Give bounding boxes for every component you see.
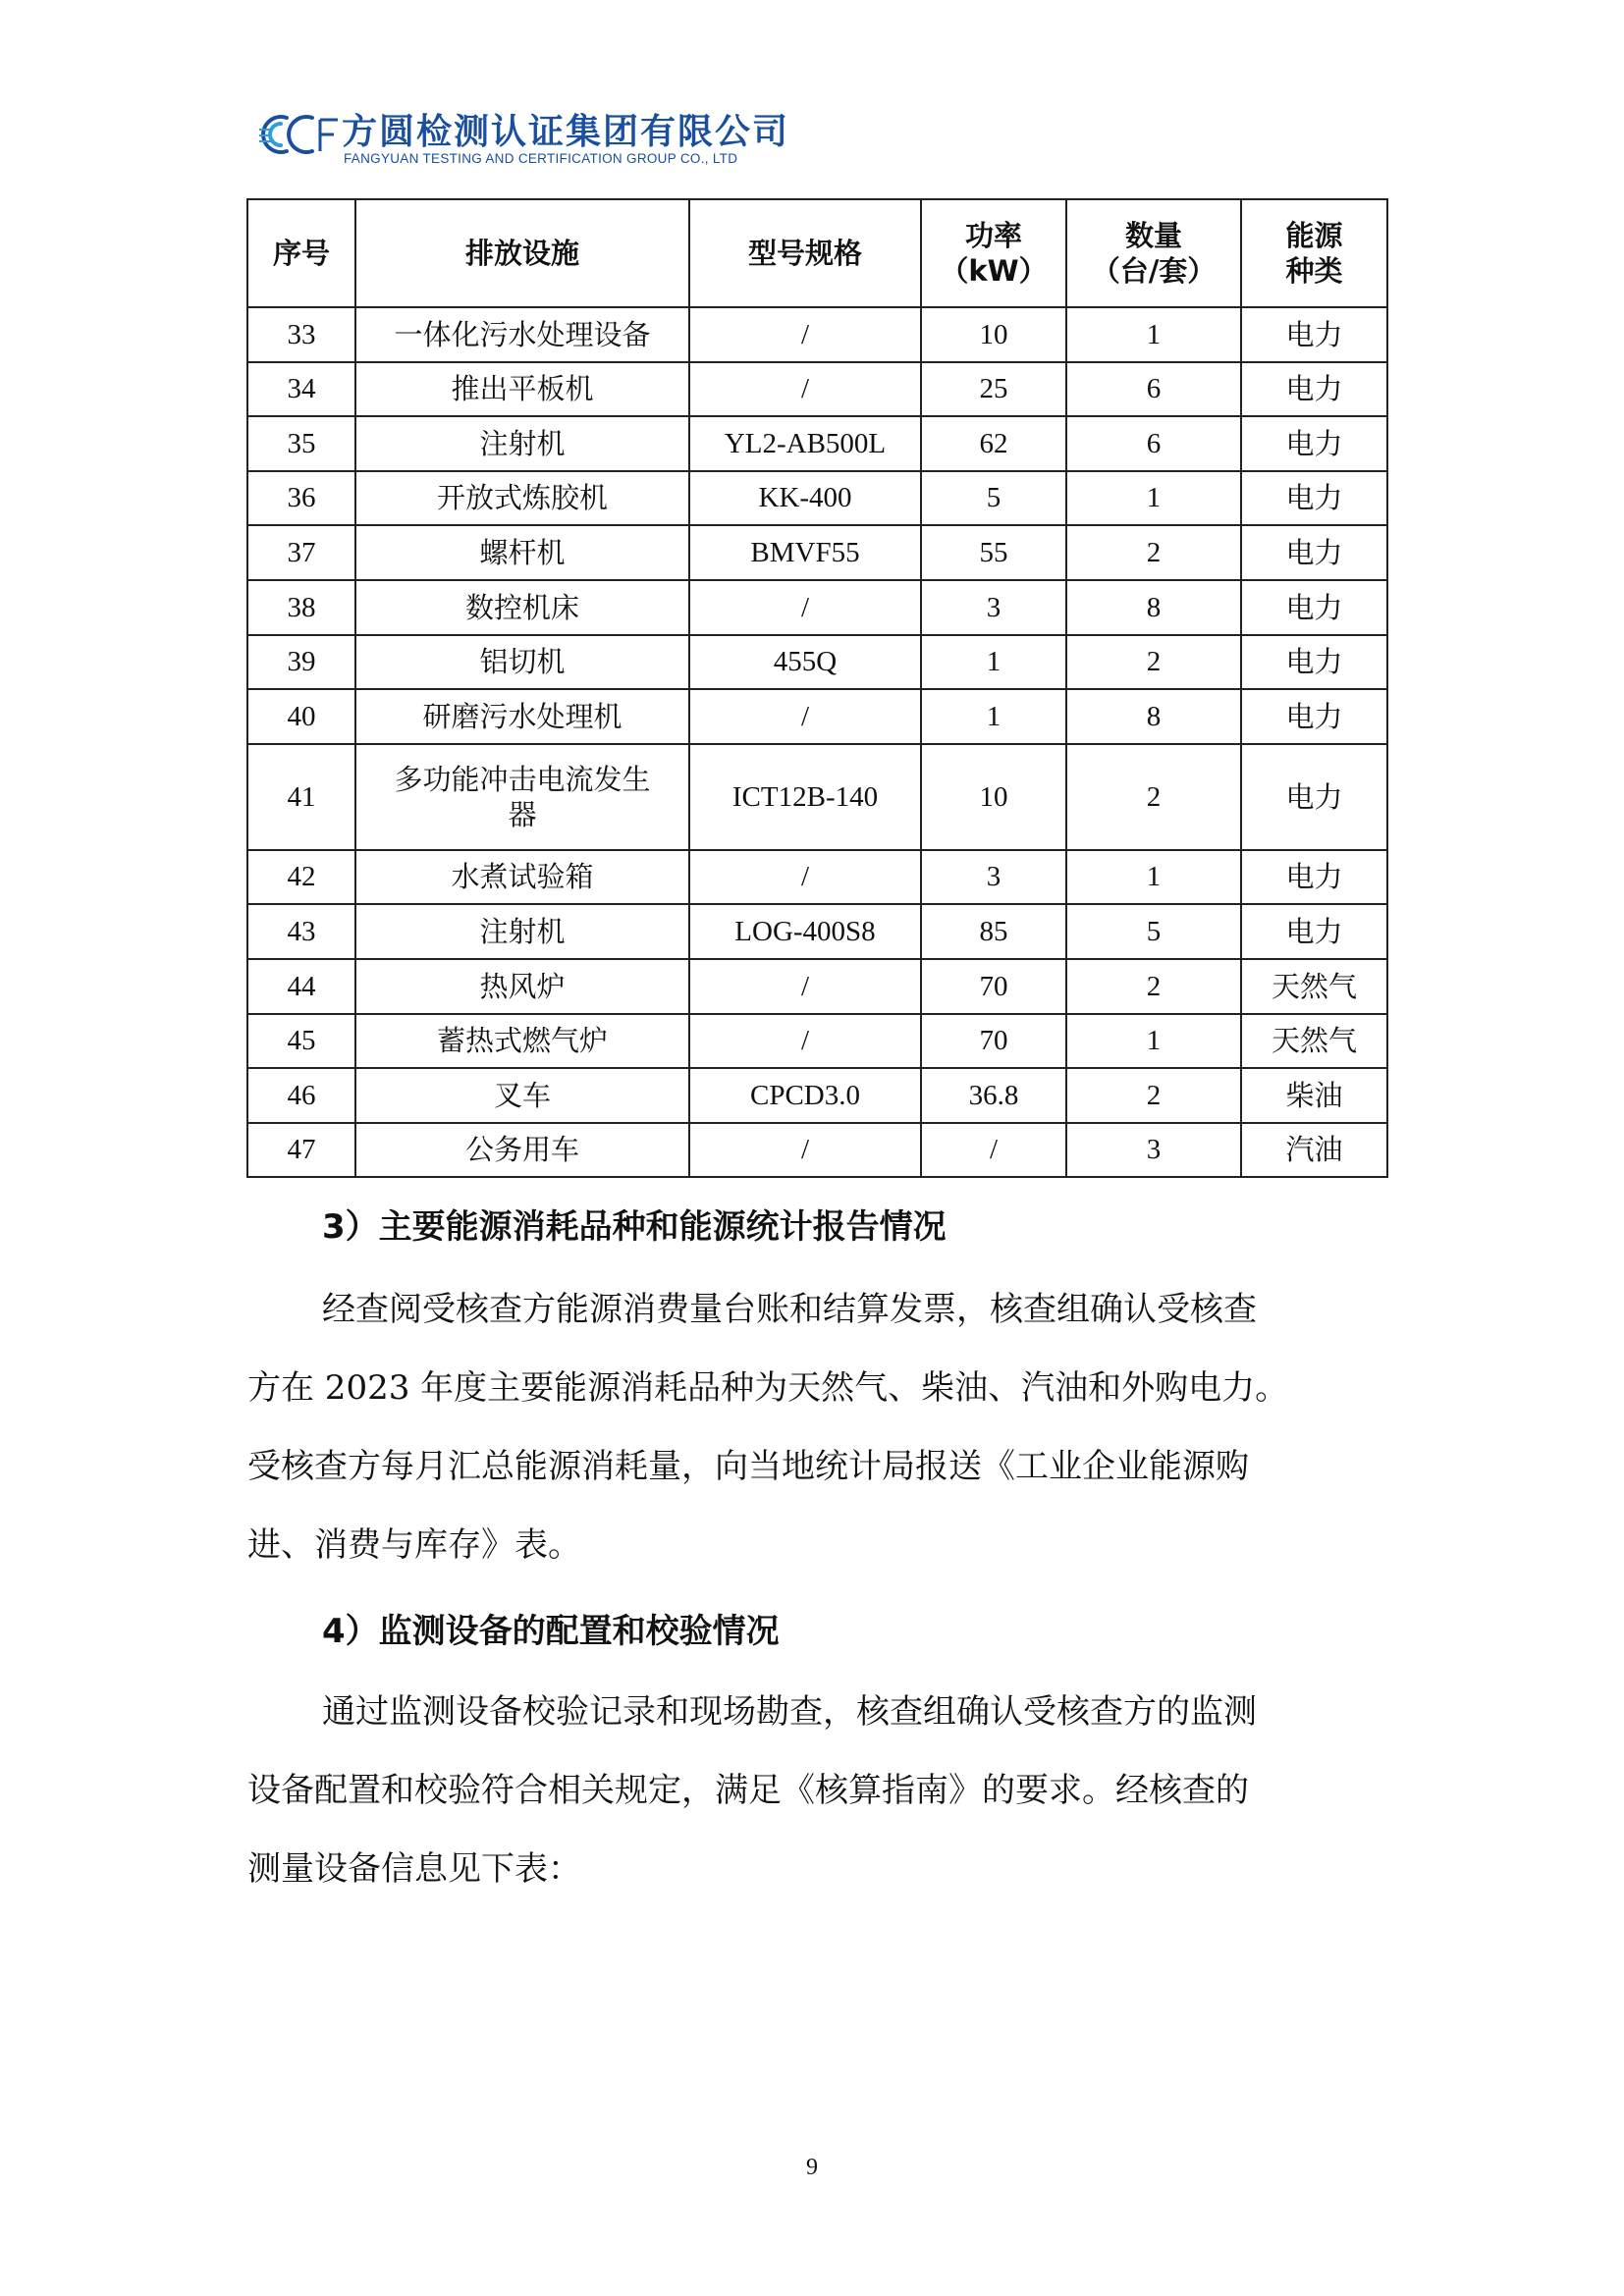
cell-seq: 44 — [247, 959, 355, 1014]
col-header-power: 功率 （kW） — [921, 199, 1066, 307]
cell-facility: 水煮试验箱 — [355, 850, 689, 905]
cell-facility: 叉车 — [355, 1068, 689, 1123]
table-row — [247, 635, 1387, 690]
cell-seq: 33 — [247, 307, 355, 362]
cell-seq: 40 — [247, 689, 355, 744]
cell-energy: 电力 — [1241, 307, 1387, 362]
cell-power: 3 — [921, 580, 1066, 635]
table-row — [247, 416, 1387, 471]
cell-seq: 45 — [247, 1014, 355, 1069]
cell-quantity: 2 — [1066, 744, 1241, 850]
cell-power: 1 — [921, 635, 1066, 690]
cell-model: / — [689, 959, 921, 1014]
cell-seq: 38 — [247, 580, 355, 635]
company-name-cn: 方圆检测认证集团有限公司 — [342, 112, 790, 152]
cell-energy: 汽油 — [1241, 1123, 1387, 1178]
cell-facility: 数控机床 — [355, 580, 689, 635]
company-name-en: FANGYUAN TESTING AND CERTIFICATION GROUP CO., LTD — [344, 151, 738, 166]
col-header-seq: 序号 — [247, 199, 355, 307]
cell-energy: 柴油 — [1241, 1068, 1387, 1123]
cell-power: 36.8 — [921, 1068, 1066, 1123]
cell-quantity: 6 — [1066, 362, 1241, 417]
table-row — [247, 904, 1387, 959]
cell-quantity: 8 — [1066, 580, 1241, 635]
paragraph-line: 受核查方每月汇总能源消耗量，向当地统计局报送《工业企业能源购 — [247, 1447, 1249, 1486]
cell-model: / — [689, 362, 921, 417]
cell-energy: 天然气 — [1241, 959, 1387, 1014]
table-row — [247, 744, 1387, 850]
cell-energy: 天然气 — [1241, 1014, 1387, 1069]
page-number: 9 — [806, 2155, 818, 2180]
cell-facility: 开放式炼胶机 — [355, 471, 689, 526]
cell-facility: 热风炉 — [355, 959, 689, 1014]
cell-energy: 电力 — [1241, 416, 1387, 471]
cell-energy: 电力 — [1241, 635, 1387, 690]
cell-quantity: 1 — [1066, 307, 1241, 362]
cell-facility: 螺杆机 — [355, 525, 689, 580]
equipment-table — [246, 198, 1388, 1178]
section3-paragraph — [247, 1270, 1386, 1584]
cell-energy: 电力 — [1241, 850, 1387, 905]
cell-model: ICT12B-140 — [689, 744, 921, 850]
cell-seq: 47 — [247, 1123, 355, 1178]
section4-title: 4）监测设备的配置和校验情况 — [322, 1612, 780, 1651]
cell-quantity: 1 — [1066, 471, 1241, 526]
cell-seq: 46 — [247, 1068, 355, 1123]
table-header-row — [247, 199, 1387, 307]
cell-power: 70 — [921, 959, 1066, 1014]
cell-seq: 34 — [247, 362, 355, 417]
table-row — [247, 362, 1387, 417]
cell-power: 5 — [921, 471, 1066, 526]
cell-facility: 研磨污水处理机 — [355, 689, 689, 744]
cell-energy: 电力 — [1241, 471, 1387, 526]
cell-power: 10 — [921, 744, 1066, 850]
cell-quantity: 2 — [1066, 525, 1241, 580]
cell-power: 62 — [921, 416, 1066, 471]
section3-title: 3）主要能源消耗品种和能源统计报告情况 — [322, 1207, 947, 1247]
table-row — [247, 850, 1387, 905]
paragraph-line: 设备配置和校验符合相关规定，满足《核算指南》的要求。经核查的 — [247, 1771, 1249, 1810]
table-row — [247, 307, 1387, 362]
cell-quantity: 3 — [1066, 1123, 1241, 1178]
table-row — [247, 525, 1387, 580]
cell-quantity: 2 — [1066, 1068, 1241, 1123]
col-header-facility: 排放设施 — [355, 199, 689, 307]
table-row — [247, 959, 1387, 1014]
cell-facility: 多功能冲击电流发生 器 — [355, 744, 689, 850]
table-row — [247, 580, 1387, 635]
cell-model: YL2-AB500L — [689, 416, 921, 471]
col-header-model: 型号规格 — [689, 199, 921, 307]
cell-seq: 35 — [247, 416, 355, 471]
cell-model: BMVF55 — [689, 525, 921, 580]
paragraph-line: 通过监测设备校验记录和现场勘查，核查组确认受核查方的监测 — [322, 1692, 1257, 1732]
cell-seq: 42 — [247, 850, 355, 905]
cell-power: 70 — [921, 1014, 1066, 1069]
cell-model: / — [689, 850, 921, 905]
cell-quantity: 1 — [1066, 1014, 1241, 1069]
cell-model: KK-400 — [689, 471, 921, 526]
cell-facility: 注射机 — [355, 416, 689, 471]
cell-model: / — [689, 580, 921, 635]
cell-power: 3 — [921, 850, 1066, 905]
section4-paragraph — [247, 1673, 1386, 1908]
table-row — [247, 1068, 1387, 1123]
col-header-quantity: 数量 （台/套） — [1066, 199, 1241, 307]
col-header-energy: 能源 种类 — [1241, 199, 1387, 307]
cell-seq: 41 — [247, 744, 355, 850]
cell-facility: 推出平板机 — [355, 362, 689, 417]
cell-facility: 一体化污水处理设备 — [355, 307, 689, 362]
cell-energy: 电力 — [1241, 362, 1387, 417]
cell-quantity: 2 — [1066, 959, 1241, 1014]
cell-energy: 电力 — [1241, 744, 1387, 850]
cell-model: LOG-400S8 — [689, 904, 921, 959]
company-header — [257, 102, 790, 171]
cell-power: 85 — [921, 904, 1066, 959]
cell-seq: 37 — [247, 525, 355, 580]
cell-model: / — [689, 1123, 921, 1178]
cell-energy: 电力 — [1241, 525, 1387, 580]
table-row — [247, 689, 1387, 744]
cell-energy: 电力 — [1241, 580, 1387, 635]
cell-energy: 电力 — [1241, 689, 1387, 744]
cell-model: 455Q — [689, 635, 921, 690]
cell-facility: 蓄热式燃气炉 — [355, 1014, 689, 1069]
cell-model: CPCD3.0 — [689, 1068, 921, 1123]
cell-quantity: 6 — [1066, 416, 1241, 471]
cell-model: / — [689, 689, 921, 744]
cell-facility: 公务用车 — [355, 1123, 689, 1178]
cell-seq: 43 — [247, 904, 355, 959]
cell-quantity: 5 — [1066, 904, 1241, 959]
cell-quantity: 2 — [1066, 635, 1241, 690]
paragraph-line: 进、消费与库存》表。 — [247, 1525, 581, 1565]
cell-energy: 电力 — [1241, 904, 1387, 959]
cell-power: 10 — [921, 307, 1066, 362]
cell-power: / — [921, 1123, 1066, 1178]
table-row — [247, 1123, 1387, 1178]
cell-facility: 注射机 — [355, 904, 689, 959]
paragraph-line: 经查阅受核查方能源消费量台账和结算发票，核查组确认受核查 — [322, 1290, 1257, 1329]
paragraph-line: 方在 2023 年度主要能源消耗品种为天然气、柴油、汽油和外购电力。 — [247, 1368, 1289, 1408]
table-row — [247, 471, 1387, 526]
table-row — [247, 1014, 1387, 1069]
company-logo-icon — [257, 106, 340, 163]
cell-seq: 39 — [247, 635, 355, 690]
cell-power: 55 — [921, 525, 1066, 580]
cell-model: / — [689, 1014, 921, 1069]
cell-power: 25 — [921, 362, 1066, 417]
cell-seq: 36 — [247, 471, 355, 526]
cell-model: / — [689, 307, 921, 362]
cell-quantity: 1 — [1066, 850, 1241, 905]
cell-quantity: 8 — [1066, 689, 1241, 744]
cell-facility: 铝切机 — [355, 635, 689, 690]
paragraph-line: 测量设备信息见下表： — [247, 1849, 581, 1889]
cell-power: 1 — [921, 689, 1066, 744]
